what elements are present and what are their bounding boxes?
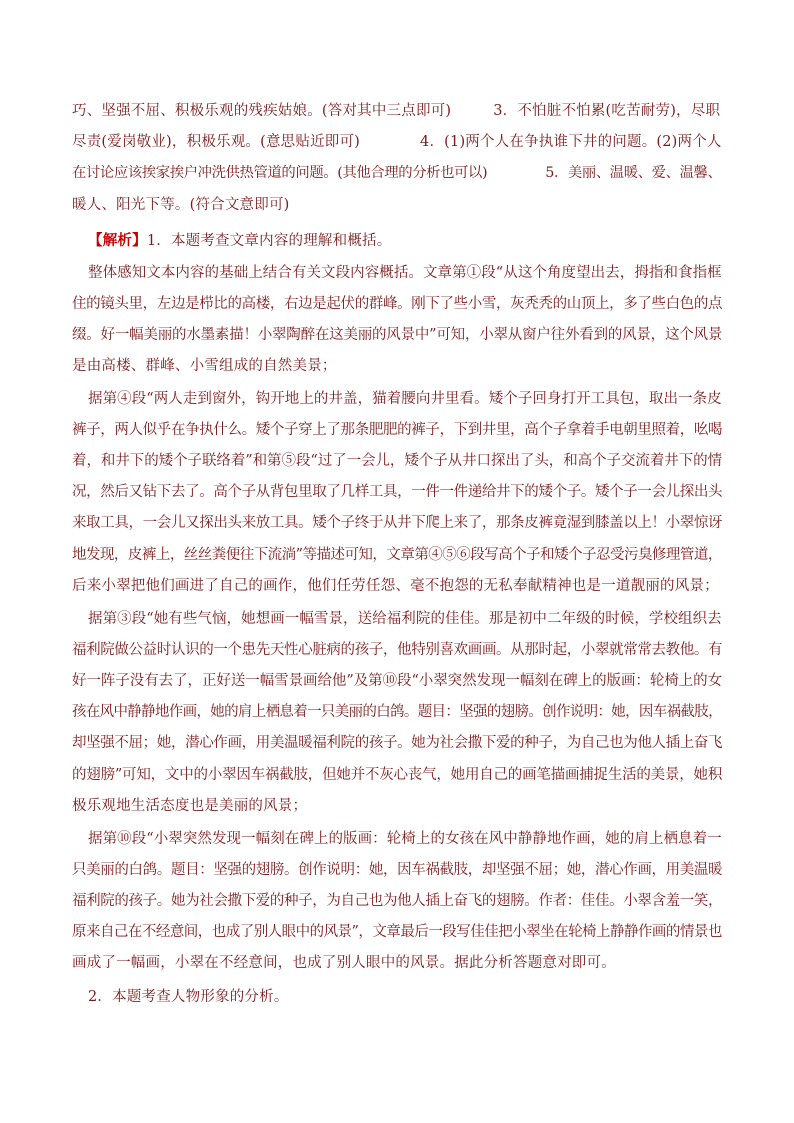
p1-line: 缀。好一幅美丽的水墨素描！小翠陶醉在这美丽的风景中”可知，小翠从窗户往外看到的风景，这个风景 [72,327,723,343]
p4-line: 只美丽的白鸽。题目：坚强的翅膀。创作说明：她，因车祸截肢，却坚强不屈；她，潜心作画，用美温暖 [72,862,723,878]
p3-line: 福利院做公益时认识的一个患先天性心脏病的孩子，他特别喜欢画画。从那时起，小翠就常常去教他。有 [72,642,723,658]
p2-line: 据第④段“两人走到窗外，钩开地上的井盖，猫着腰向井里看。矮个子回身打开工具包，取出一条皮 [88,391,722,407]
p3-line: 极乐观地生活态度也是美丽的风景； [72,798,308,814]
item-2-heading: 2．本题考查人物形象的分析。 [88,989,289,1005]
p4-line: 福利院的孩子。她为社会撒下爱的种子，为自己也为他人插上奋飞的翅膀。作者：佳佳。小翠含羞一笑， [72,893,723,909]
analysis-heading: 【解析】1．本题考查文章内容的理解和概括。 [88,232,392,249]
p2-line: 着，和井下的矮个子联络着”和第⑤段“过了一会儿，矮个子从井口探出了头，和高个子交流着井下的情 [72,453,723,469]
p3-line: 据第③段“她有些气恼，她想画一幅雪景，送给福利院的佳佳。那是初中二年级的时候，学校组织去 [88,611,722,627]
p1-line: 整体感知文本内容的基础上结合有关文段内容概括。文章第①段“从这个角度望出去，拇指和食指框 [88,265,722,281]
p2-line: 来取工具，一会儿又探出头来放工具。矮个子终于从井下爬上来了，那条皮裤竟湿到膝盖以上！小翠惊讶 [72,515,723,531]
p3-line: 却坚强不屈；她，潜心作画，用美温暖福利院的孩子。她为社会撒下爱的种子，为自己也为他人插上奋飞 [72,735,723,751]
answer-line-4: 暖人、阳光下等。(符合文意即可) [72,197,290,213]
p3-line: 孩在风中静静地作画，她的肩上栖息着一只美丽的白鸽。题目：坚强的翅膀。创作说明：她，因车祸截肢， [72,704,722,720]
p2-line: 况，然后又钻下去了。高个子从背包里取了几样工具，一件一件递给井下的矮个子。矮个子一会儿探出头 [72,484,723,500]
p2-line: 后来小翠把他们画进了自己的画作，他们任劳任怨、毫不抱怨的无私奉献精神也是一道靓丽的风景； [72,578,719,594]
p3-line: 的翅膀”可知，文中的小翠因车祸截肢，但她并不灰心丧气，她用自己的画笔描画捕捉生活的美景，她积 [72,767,723,783]
answer-line-1: 巧、坚强不屈、积极乐观的残疾姑娘。(答对其中三点即可) 3．不怕脏不怕累(吃苦耐劳)，尽职 [72,103,721,119]
p4-line: 画成了一幅画，小翠在不经意间，也成了别人眼中的风景。据此分析答题意对即可。 [72,955,616,971]
answer-line-3: 在讨论应该挨家挨户冲洗供热管道的问题。(其他合理的分析也可以) 5．美丽、温暖、爱、温馨、 [72,165,722,181]
analysis-tag: 【解析】 [88,232,147,249]
p4-line: 原来自己在不经意间，也成了别人眼中的风景”，文章最后一段写佳佳把小翠坐在轮椅上静静作画的情景也 [72,924,722,940]
p3-line: 好一阵子没有去了，正好送一幅雪景画给他”及第⑩段“小翠突然发现一幅刻在碑上的版画：轮椅上的女 [72,673,723,689]
answer-line-2: 尽责(爱岗敬业)，积极乐观。(意思贴近即可) 4．(1)两个人在争执谁下井的问题。(2)两个人 [72,134,722,150]
p1-line: 住的镜头里，左边是栉比的高楼，右边是起伏的群峰。刚下了些小雪，灰秃秃的山顶上，多了些白色的点 [72,296,723,312]
p2-line: 地发现，皮裤上，丝丝粪便往下流淌”等描述可知，文章第④⑤⑥段写高个子和矮个子忍受污臭修理管道， [72,547,722,563]
p4-line: 据第⑩段“小翠突然发现一幅刻在碑上的版画：轮椅上的女孩在风中静静地作画，她的肩上栖息着一 [88,831,722,847]
p2-line: 裤子，两人似乎在争执什么。矮个子穿上了那条肥肥的裤子，下到井里，高个子拿着手电朝里照着，吆喝 [72,422,723,438]
p1-line: 是由高楼、群峰、小雪组成的自然美景； [72,358,337,374]
